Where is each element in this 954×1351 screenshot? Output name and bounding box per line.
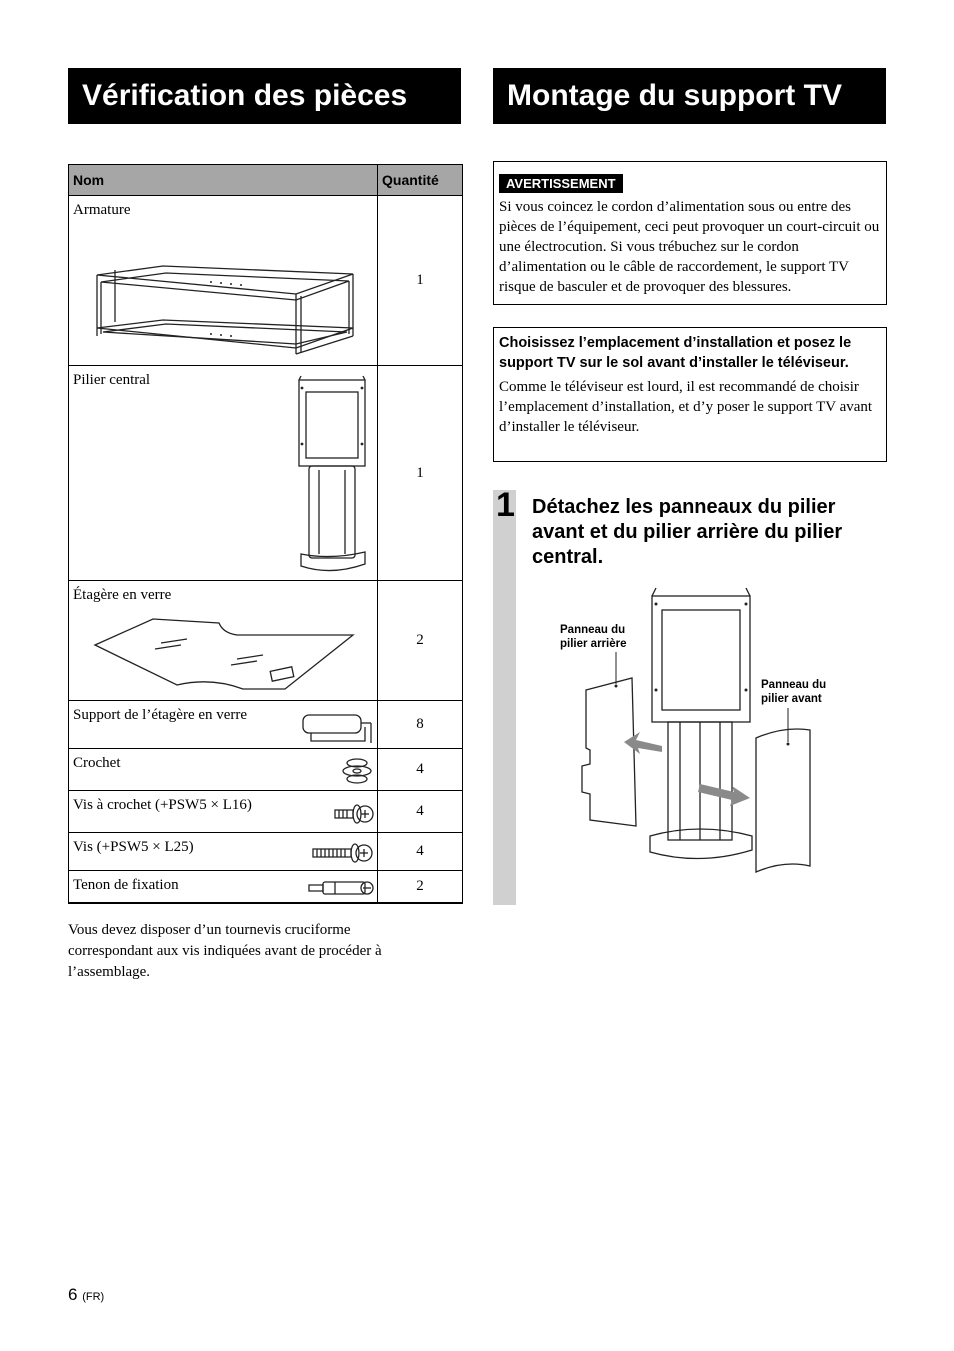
part-name-central-pillar: Pilier central (73, 372, 151, 388)
part-name-glass-shelf: Étagère en verre (73, 587, 172, 603)
header-quantity: Quantité (378, 165, 463, 196)
location-text: Comme le téléviseur est lourd, il est recommandé de choisir l’emplacement d’installation, et d’y poser le support TV avant d’installer le téléviseur. (499, 379, 873, 435)
shelf-support-illustration (299, 709, 375, 747)
part-name-hook-screw: Vis à crochet (+PSW5 × L16) (73, 797, 252, 813)
part-name-screw: Vis (+PSW5 × L25) (73, 839, 194, 855)
fixing-pin-illustration (305, 877, 375, 899)
step-number: 1 (496, 486, 515, 524)
part-qty: 8 (378, 701, 463, 749)
screw-illustration (311, 839, 375, 867)
screwdriver-note: Vous devez disposer d’un tournevis cruciforme correspondant aux vis indiquées avant de procéder à l’assemblage. (68, 922, 382, 980)
hook-screw-illustration (331, 799, 375, 827)
glass-shelf-illustration (91, 615, 361, 695)
part-qty: 2 (378, 581, 463, 701)
warning-box (493, 161, 887, 305)
parts-table (68, 164, 463, 904)
frame-illustration (91, 230, 361, 360)
part-name-fixing-pin: Tenon de fixation (73, 877, 179, 893)
section-title-parts-check: Vérification des pièces (68, 68, 461, 124)
part-qty: 4 (378, 833, 463, 871)
table-row (69, 871, 463, 903)
part-qty: 1 (378, 366, 463, 581)
central-pillar-illustration (291, 374, 376, 574)
table-row (69, 749, 463, 791)
part-name-hook: Crochet (73, 755, 121, 771)
part-qty: 2 (378, 871, 463, 903)
part-name-shelf-support: Support de l’étagère en verre (73, 707, 248, 723)
table-row (69, 833, 463, 871)
step-heading: Détachez les panneaux du pilier avant et du pilier arrière du pilier central. (532, 496, 843, 568)
page-number: 6 (68, 1285, 78, 1304)
table-row (69, 701, 463, 749)
table-header-row (69, 165, 463, 196)
table-row (69, 196, 463, 366)
page-footer (68, 1285, 104, 1305)
warning-badge: AVERTISSEMENT (499, 174, 623, 193)
part-qty: 1 (378, 196, 463, 366)
table-row (69, 366, 463, 581)
warning-text: Si vous coincez le cordon d’alimentation sous ou entre des pièces de l’équipement, ceci peut provoquer un court-circuit ou une électrocution. Si vous trébuchez sur le cordon d’alimentation ou le câble de raccordement, le support TV risque de basculer et de provoquer des blessures. (499, 199, 880, 295)
language-code: (FR) (82, 1291, 105, 1303)
location-box (493, 327, 887, 462)
part-qty: 4 (378, 791, 463, 833)
hook-illustration (341, 755, 375, 787)
location-heading: Choisissez l’emplacement d’installation et posez le support TV sur le sol avant d’installer le téléviseur. (499, 335, 852, 371)
table-row (69, 791, 463, 833)
section-title-assembly: Montage du support TV (493, 68, 886, 124)
part-qty: 4 (378, 749, 463, 791)
table-row (69, 581, 463, 701)
callout-rear-panel: Panneau du pilier arrière (560, 624, 627, 650)
header-name: Nom (69, 165, 378, 196)
callout-front-panel: Panneau du pilier avant (761, 679, 827, 705)
part-name-armature: Armature (73, 202, 131, 218)
step-bar (493, 490, 516, 905)
